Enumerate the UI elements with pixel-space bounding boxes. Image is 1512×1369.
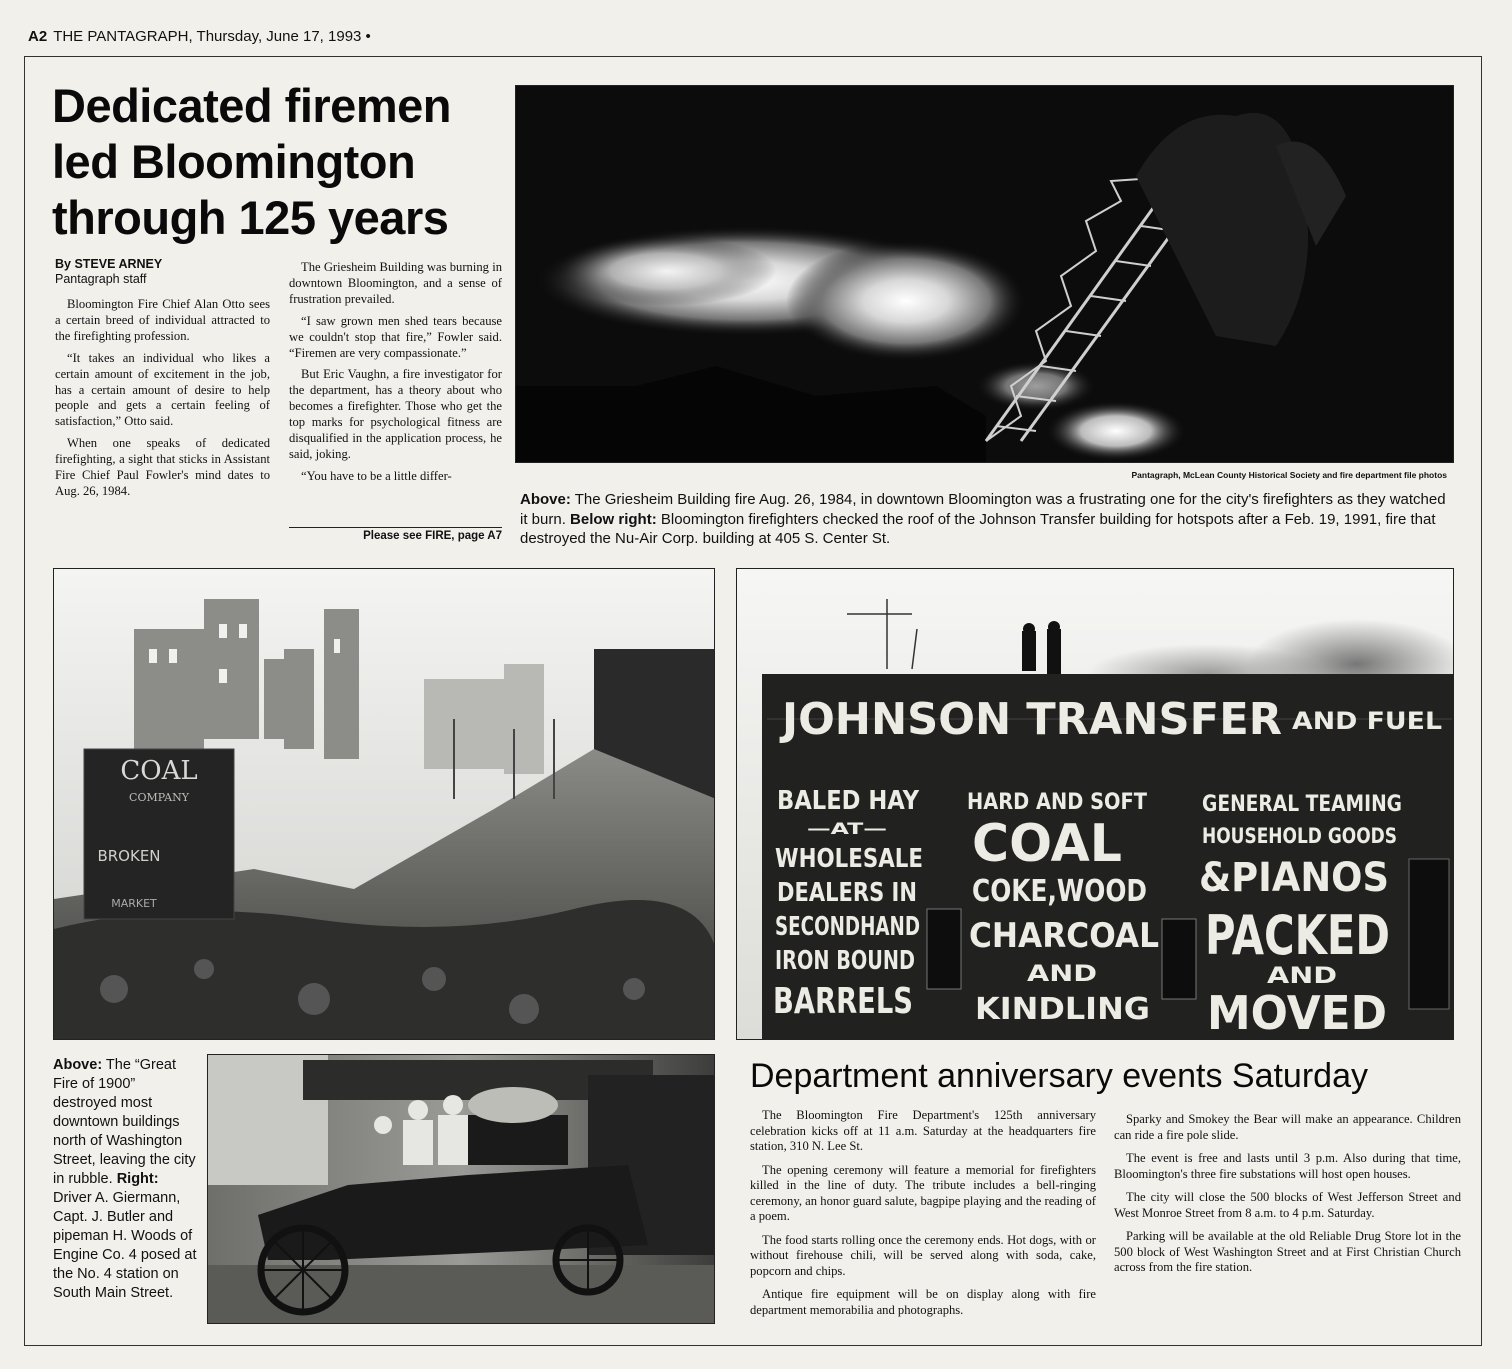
caption-lead: Right: bbox=[116, 1171, 159, 1187]
sign-right-line: MOVED bbox=[1207, 986, 1387, 1040]
events-paragraph: The Bloomington Fire Department's 125th anniversary celebration kicks off at 11 a.m. Saturday at the headquarters fire station, 310 N. Lee St. bbox=[750, 1108, 1096, 1153]
great-fire-ruins-photo bbox=[53, 568, 715, 1040]
caption-text: Bloomington firefighters checked the roof of the Johnson Transfer building for hotspots after a Feb. 19, 1991, fire that destroyed the Nu-Air Corp. building at 405 S. Center St. bbox=[520, 510, 1436, 547]
ruins-sign-text: COAL bbox=[120, 756, 198, 786]
sign-left-line: WHOLESALE bbox=[775, 844, 923, 874]
page-number: A2 bbox=[28, 28, 48, 45]
events-column-1 bbox=[750, 1108, 1096, 1326]
ruins-sign-text: MARKET bbox=[111, 897, 157, 910]
photo-credit: Pantagraph, McLean County Historical Society and fire department file photos bbox=[1131, 470, 1447, 480]
story-paragraph: But Eric Vaughn, a fire investigator for the department, has a theory about who becomes a firefighter. Those who get the top marks for psychological fitness are disqualified in the application process, he said, joking. bbox=[289, 367, 502, 461]
sign-left-line: —AT— bbox=[807, 819, 887, 838]
story-paragraph: When one speaks of dedicated firefighting, a sight that sticks in Assistant Fire Chief Paul Fowler's mind dates to Aug. 26, 1984. bbox=[55, 436, 270, 498]
building-sign-title: JOHNSON TRANSFER bbox=[779, 694, 1282, 745]
events-paragraph: Sparky and Smokey the Bear will make an appearance. Children can ride a fire pole slide. bbox=[1114, 1112, 1461, 1142]
caption-text: The Griesheim Building fire Aug. 26, 1984, in downtown Bloomington was a frustrating one for the city's firefighters as they watched it burn. bbox=[520, 491, 1446, 528]
story-paragraph: “I saw grown men shed tears because we couldn't stop that fire,” Fowler said. “Firemen are very compassionate.” bbox=[289, 313, 502, 360]
sign-left-line: BALED HAY bbox=[777, 786, 921, 816]
story-paragraph: The Griesheim Building was burning in downtown Bloomington, and a sense of frustration prevailed. bbox=[289, 260, 502, 306]
caption-lead: Below right: bbox=[570, 510, 657, 528]
story-headline: Dedicated firemen led Bloomington through 125 years bbox=[52, 79, 451, 244]
left-photo-caption bbox=[53, 1056, 201, 1303]
jump-rule bbox=[289, 527, 502, 528]
sign-middle-line: AND bbox=[1027, 962, 1097, 987]
events-column-2 bbox=[1114, 1112, 1461, 1284]
events-paragraph: The food starts rolling once the ceremony ends. Hot dogs, with or without firehouse chili, will be served along with soda, cake, popcorn and chips. bbox=[750, 1232, 1096, 1278]
events-paragraph: The event is free and lasts until 3 p.m. Also during that time, Bloomington's three fire substations will host open houses. bbox=[1114, 1151, 1461, 1181]
top-photo-caption bbox=[520, 490, 1450, 549]
sign-right-line: GENERAL TEAMING bbox=[1202, 792, 1402, 817]
folio-line bbox=[28, 28, 371, 45]
ruins-sign-text: BROKEN bbox=[97, 847, 161, 865]
events-paragraph: The opening ceremony will feature a memorial for firefighters killed in the line of duty. The tribute includes a bell-ringing ceremony, an honor guard salute, bagpipe playing and the reading of a poem. bbox=[750, 1162, 1096, 1223]
ruins-sign-text: COMPANY bbox=[129, 791, 189, 804]
folio-text: THE PANTAGRAPH, Thursday, June 17, 1993 • bbox=[53, 28, 371, 45]
sign-middle-line: CHARCOAL bbox=[969, 916, 1159, 956]
griesheim-fire-photo bbox=[515, 85, 1454, 463]
story-column-1 bbox=[55, 297, 270, 506]
story-paragraph: “It takes an individual who likes a certain amount of excitement in the job, has a certain amount of desire to help people and gets a certain feeling of satisfaction,” Otto said. bbox=[55, 350, 270, 429]
events-paragraph: Parking will be available at the old Reliable Drug Store lot in the 500 block of West Washington Street and at First Christian Church across from the fire station. bbox=[1114, 1229, 1461, 1274]
sign-left-line: SECONDHAND bbox=[775, 912, 920, 942]
sign-right-line: &PIANOS bbox=[1199, 855, 1389, 901]
caption-lead: Above: bbox=[53, 1057, 103, 1073]
byline-name: By STEVE ARNEY bbox=[55, 257, 163, 271]
sign-right-line: PACKED bbox=[1205, 904, 1390, 967]
events-paragraph: The city will close the 500 blocks of West Jefferson Street and West Monroe Street from 8 a.m. to 4 p.m. Saturday. bbox=[1114, 1190, 1461, 1220]
caption-text: The “Great Fire of 1900” destroyed most downtown buildings north of Washington Street, leaving the city in rubble. bbox=[53, 1057, 196, 1187]
byline-title: Pantagraph staff bbox=[55, 272, 147, 286]
byline bbox=[55, 257, 162, 287]
caption-text: Driver A. Giermann, Capt. J. Butler and pipeman H. Woods of Engine Co. 4 posed at the No. 4 station on South Main Street. bbox=[53, 1190, 197, 1301]
caption-lead: Above: bbox=[520, 491, 571, 508]
sign-middle-line: COKE,WOOD bbox=[972, 874, 1147, 909]
sign-middle-line: COAL bbox=[972, 814, 1122, 874]
sign-left-line: IRON BOUND bbox=[775, 946, 915, 976]
sign-right-line: AND bbox=[1267, 964, 1337, 989]
johnson-transfer-photo bbox=[736, 568, 1454, 1040]
engine-co-4-photo bbox=[207, 1054, 715, 1324]
story-column-2 bbox=[289, 260, 502, 491]
sign-middle-line: HARD AND SOFT bbox=[967, 790, 1147, 815]
sign-middle-line: KINDLING bbox=[975, 992, 1150, 1027]
story-paragraph: Bloomington Fire Chief Alan Otto sees a certain breed of individual attracted to the firefighting profession. bbox=[55, 297, 270, 343]
jump-line: Please see FIRE, page A7 bbox=[363, 530, 502, 542]
building-sign-title-small: AND FUEL bbox=[1292, 707, 1442, 735]
sign-right-line: HOUSEHOLD GOODS bbox=[1202, 824, 1397, 848]
sign-left-line: DEALERS IN bbox=[777, 878, 917, 908]
sign-left-line: BARRELS bbox=[773, 981, 913, 1022]
events-paragraph: Antique fire equipment will be on display along with fire department memorabilia and photographs. bbox=[750, 1287, 1096, 1317]
events-headline: Department anniversary events Saturday bbox=[750, 1057, 1368, 1095]
story-paragraph: “You have to be a little differ- bbox=[301, 468, 452, 483]
